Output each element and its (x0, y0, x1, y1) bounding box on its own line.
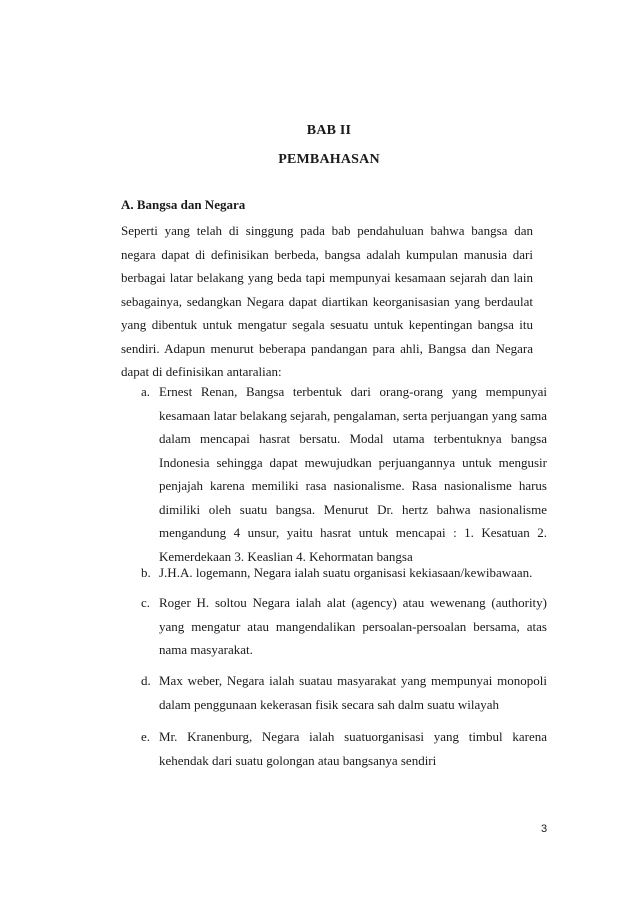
list-item-text: Ernest Renan, Bangsa terbentuk dari orang-orang yang mempunyai kesamaan latar belakang sejarah, pengalaman, serta perjuangan yang sama dalam mencapai hasrat bersatu. Modal utama terbentuknya bangsa Indonesia sehingga dapat mewujudkan perjuangannya untuk mengusir penjajah karena memiliki rasa nasionalisme. Rasa nasionalisme harus dimiliki oleh suatu bangsa. Menurut Dr. hertz bahwa nasionalisme mengandung 4 unsur, yaitu hasrat untuk mencapai : 1. Kesatuan 2. Kemerdekaan 3. Keaslian 4. Kehormatan bangsa (159, 384, 547, 564)
section-heading: A. Bangsa dan Negara (121, 197, 246, 212)
list-item-text: Mr. Kranenburg, Negara ialah suatuorganisasi yang timbul karena kehendak dari suatu golongan atau bangsanya sendiri (159, 729, 547, 768)
list-marker: b. (141, 565, 151, 580)
list-marker: e. (141, 729, 151, 744)
chapter-title: PEMBAHASAN (278, 152, 380, 167)
list-marker: a. (141, 384, 151, 399)
list-item-text: Max weber, Negara ialah suatau masyarakat yang mempunyai monopoli dalam penggunaan kekerasan fisik secara sah dalm suatu wilayah (159, 673, 547, 712)
list-item-text: Roger H. soltou Negara ialah alat (agency) atau wewenang (authority) yang mengatur atau mangendalikan persoalan-persoalan bersama, atas nama masyarakat. (159, 595, 547, 657)
list-marker: d. (141, 673, 151, 688)
chapter-label: BAB II (306, 123, 352, 138)
list-item-text: J.H.A. logemann, Negara ialah suatu organisasi kekiasaan/kewibawaan. (159, 565, 533, 580)
page-number: 3 (541, 823, 548, 835)
intro-paragraph: Seperti yang telah di singgung pada bab pendahuluan bahwa bangsa dan negara dapat di definisikan berbeda, bangsa adalah kumpulan manusia dari berbagai latar belakang yang beda tapi mempunyai kesamaan sejarah dan lain sebagainya, sedangkan Negara dapat diartikan keorganisasian yang berdaulat yang dibentuk untuk mengatur segala sesuatu untuk kepentingan bangsa itu sendiri. Adapun menurut beberapa pandangan para ahli, Bangsa dan Negara dapat di definisikan antaralian: (121, 223, 533, 379)
list-marker: c. (141, 595, 151, 610)
